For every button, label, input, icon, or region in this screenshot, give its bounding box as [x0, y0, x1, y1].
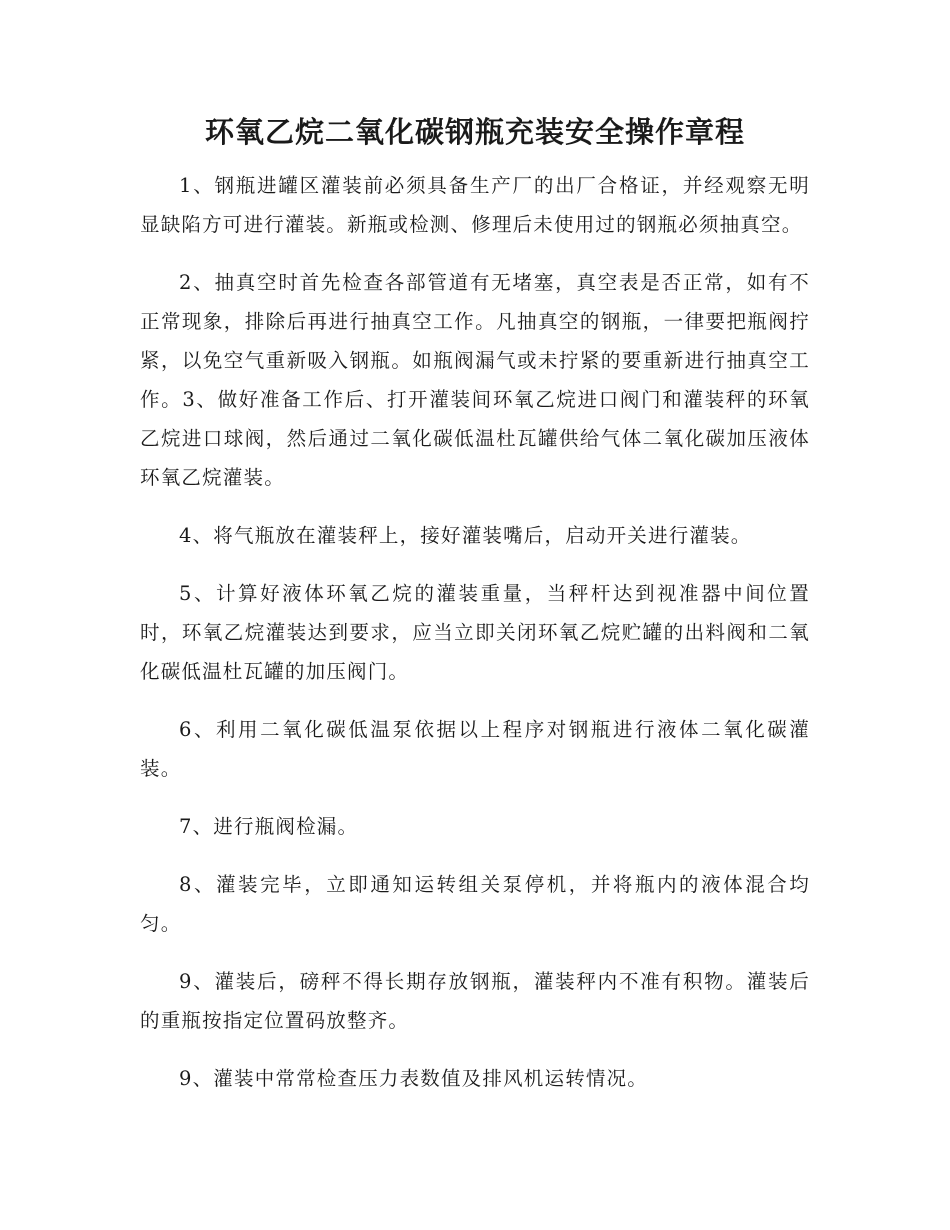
- paragraph-2: 2、抽真空时首先检查各部管道有无堵塞，真空表是否正常，如有不正常现象，排除后再进行抽真空工作。凡抽真空的钢瓶，一律要把瓶阀拧紧，以免空气重新吸入钢瓶。如瓶阀漏气或未拧紧的要重新进行抽真空工作。3、做好准备工作后、打开灌装间环氧乙烷进口阀门和灌装秤的环氧乙烷进口球阀，然后通过二氧化碳低温杜瓦罐供给气体二氧化碳加压液体环氧乙烷灌装。: [140, 271, 810, 489]
- paragraph-8: 8、灌装完毕，立即通知运转组关泵停机，并将瓶内的液体混合均匀。: [140, 873, 810, 935]
- paragraph-1: 1、钢瓶进罐区灌装前必须具备生产厂的出厂合格证，并经观察无明显缺陷方可进行灌装。新瓶或检测、修理后未使用过的钢瓶必须抽真空。: [140, 174, 810, 236]
- document-body: [140, 166, 810, 1117]
- paragraph-6: 6、利用二氧化碳低温泵依据以上程序对钢瓶进行液体二氧化碳灌装。: [140, 718, 810, 780]
- paragraph-7: 7、进行瓶阀检漏。: [179, 815, 359, 838]
- paragraph-5: 5、计算好液体环氧乙烷的灌装重量，当秤杆达到视准器中间位置时，环氧乙烷灌装达到要求，应当立即关闭环氧乙烷贮罐的出料阀和二氧化碳低温杜瓦罐的加压阀门。: [140, 582, 810, 683]
- paragraph-4: 4、将气瓶放在灌装秤上，接好灌装嘴后，启动开关进行灌装。: [179, 524, 752, 547]
- paragraph-9a: 9、灌装后，磅秤不得长期存放钢瓶，灌装秤内不准有积物。灌装后的重瓶按指定位置码放整齐。: [140, 970, 810, 1032]
- document-title: 环氧乙烷二氧化碳钢瓶充装安全操作章程: [204, 115, 745, 149]
- paragraph-9b: 9、灌装中常常检查压力表数值及排风机运转情况。: [179, 1067, 649, 1090]
